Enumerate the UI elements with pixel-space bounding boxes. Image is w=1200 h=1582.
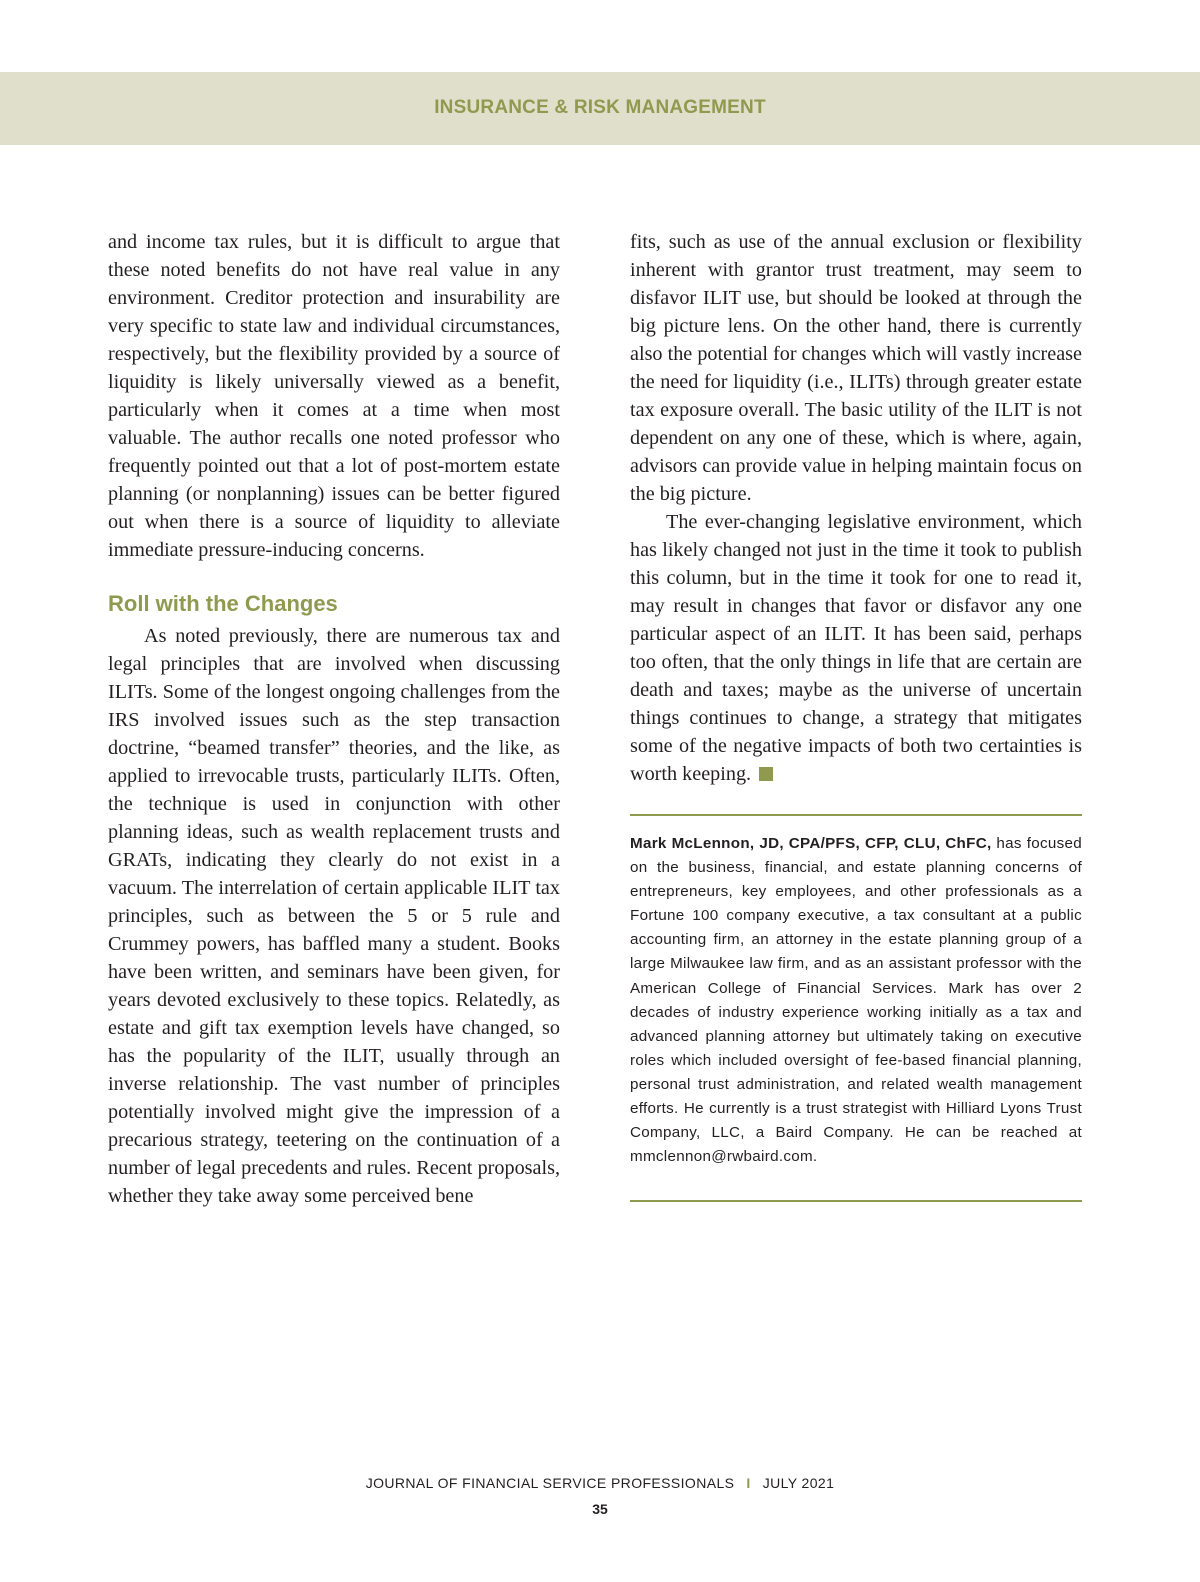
- left-paragraph-2: As noted previously, there are numerous tax and legal principles that are involved when discussing ILITs. Some of the longest ongoing challenges from the IRS involved issues such as the step transaction doctrine, “beamed transfer” theories, and the like, as applied to irrevocable trusts, particularly ILITs. Often, the technique is used in conjunction with other planning ideas, such as wealth replacement trusts and GRATs, indicating they clearly do not exist in a vacuum. The interrelation of certain applicable ILIT tax principles, such as between the 5 or 5 rule and Crummey powers, has baffled many a student. Books have been written, and seminars have been given, for years devoted exclusively to these topics. Relatedly, as estate and gift tax exemption levels have changed, so has the popularity of the ILIT, usually through an inverse relationship. The vast number of principles potentially involved might give the impression of a precarious strategy, teetering on the continuation of a number of legal precedents and rules. Recent proposals, whether they take away some perceived bene: [108, 625, 560, 1207]
- left-paragraph-1: and income tax rules, but it is difficult to argue that these noted benefits do not have real value in any environment. Creditor protection and insurability are very specific to state law and individual circumstances, respectively, but the flexibility provided by a source of liquidity is likely universally viewed as a benefit, particularly when it comes at a time when most valuable. The author recalls one noted professor who frequently pointed out that a lot of post-mortem estate planning (or nonplanning) issues can be better figured out when there is a source of liquidity to alleviate immediate pressure-inducing concerns.: [108, 231, 560, 561]
- author-bio-text: has focused on the business, financial, and estate planning concerns of entrepreneurs, key employees, and other professionals as a Fortune 100 company executive, a tax consultant at a public accounting firm, an attorney in the estate planning group of a large Milwaukee law firm, and as an assistant professor with the American College of Financial Services. Mark has over 2 decades of industry experience working initially as a tax and advanced planning attorney but ultimately taking on executive roles which included oversight of fee-based financial planning, personal trust administration, and related wealth management efforts. He currently is a trust strategist with Hilliard Lyons Trust Company, LLC, a Baird Company. He can be reached at mmclennon@rwbaird.com.: [630, 835, 1082, 1166]
- footer: [0, 1475, 1200, 1491]
- bio-top-rule: [630, 814, 1082, 816]
- footer-separator: I: [746, 1475, 751, 1491]
- right-column: [630, 228, 1082, 788]
- journal-name: JOURNAL OF FINANCIAL SERVICE PROFESSIONALS: [365, 1475, 735, 1491]
- end-of-article-mark: [759, 767, 773, 781]
- author-name: Mark McLennon, JD, CPA/PFS, CFP, CLU, ChFC,: [630, 835, 992, 852]
- section-title: INSURANCE & RISK MANAGEMENT: [434, 97, 766, 118]
- page-number: 35: [592, 1501, 608, 1517]
- right-paragraph-1: fits, such as use of the annual exclusion or flexibility inherent with grantor trust treatment, may seem to disfavor ILIT use, but should be looked at through the big picture lens. On the other hand, there is currently also the potential for changes which will vastly increase the need for liquidity (i.e., ILITs) through greater estate tax exposure overall. The basic utility of the ILIT is not dependent on any one of these, which is where, again, advisors can provide value in helping maintain focus on the big picture.: [630, 231, 1082, 505]
- issue-date: JULY 2021: [762, 1475, 835, 1491]
- left-column: [108, 228, 560, 1210]
- right-paragraph-2: [630, 508, 1082, 788]
- author-bio: [630, 832, 1082, 1169]
- subheading: Roll with the Changes: [108, 591, 338, 616]
- right-paragraph-2-text: The ever-changing legislative environment, which has likely changed not just in the time it took to publish this column, but in the time it took for one to read it, may result in changes that favor or disfavor any one particular aspect of an ILIT. It has been said, perhaps too often, that the only things in life that are certain are death and taxes; maybe as the universe of uncertain things continues to change, a strategy that mitigates some of the negative impacts of both two certainties is worth keeping.: [630, 511, 1082, 785]
- bio-bottom-rule: [630, 1200, 1082, 1202]
